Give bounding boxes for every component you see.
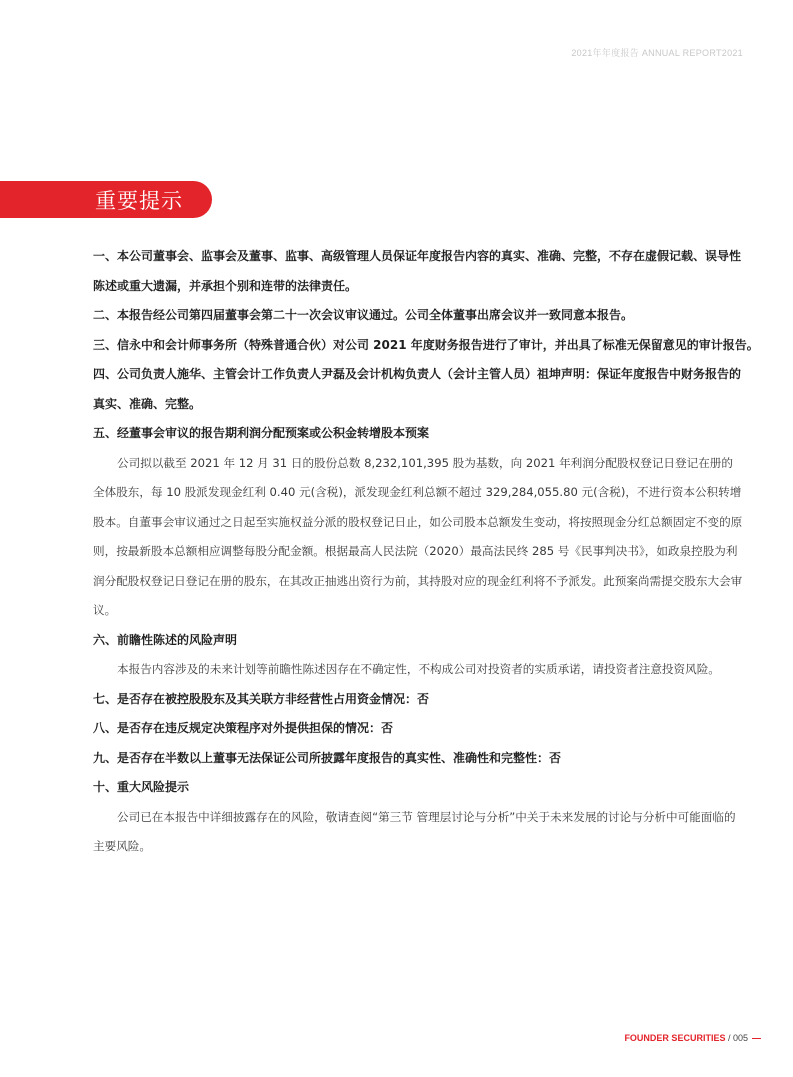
section-banner bbox=[0, 181, 212, 218]
item-6-heading: 六、前瞻性陈述的风险声明 bbox=[93, 632, 238, 647]
item-10-heading: 十、重大风险提示 bbox=[93, 780, 190, 794]
item-6-body: 本报告内容涉及的未来计划等前瞻性陈述因存在不确定性，不构成公司对投资者的实质承诺，请投资者注意投资风险。 bbox=[117, 662, 720, 676]
footer-brand: FOUNDER SECURITIES bbox=[624, 1033, 726, 1043]
item-2: 二、本报告经公司第四届董事会第二十一次会议审议通过。公司全体董事出席会议并一致同意本报告。 bbox=[93, 308, 634, 322]
section-title: 重要提示 bbox=[95, 189, 183, 213]
item-10-body: 公司已在本报告中详细披露存在的风险，敬请查阅“第三节 管理层讨论与分析”中关于未来发展的讨论与分析中可能面临的主要风险。 bbox=[93, 809, 736, 853]
notice-content bbox=[93, 242, 759, 862]
item-3: 三、信永中和会计师事务所（特殊普通合伙）对公司 2021 年度财务报告进行了审计，并出具了标准无保留意见的审计报告。 bbox=[93, 337, 759, 352]
item-5-heading: 五、经董事会审议的报告期利润分配预案或公积金转增股本预案 bbox=[93, 426, 430, 440]
page-number: 005 bbox=[732, 1033, 748, 1043]
footer-separator: / bbox=[725, 1033, 733, 1043]
page-footer bbox=[624, 1033, 761, 1043]
item-5-body: 公司拟以截至 2021 年 12 月 31 日的股份总数 8,232,101,395 股为基数，向 2021 年利润分配股权登记日登记在册的全体股东，每 10 股派发现金红利 0.40 元(含税)，派发现金红利总额不超过 329,284,055.80 元(含税)，不进行资本公积转增股本。自董事会审议通过之日起至实施权益分派的股权登记日止，如公司股本总额发生变动，将按照现金分红总额固定不变的原则，按最新股本总额相应调整每股分配金额。根据最高人民法院（2020）最高法民终 285 号《民事判决书》，如政泉控股为利润分配股权登记日登记在册的股东，在其改正抽逃出资行为前，其持股对应的现金红利将不予派发。此预案尚需提交股东大会审议。 bbox=[93, 455, 743, 617]
item-4: 四、公司负责人施华、主管会计工作负责人尹磊及会计机构负责人（会计主管人员）祖坤声明：保证年度报告中财务报告的真实、准确、完整。 bbox=[93, 367, 742, 411]
item-1: 一、本公司董事会、监事会及董事、监事、高级管理人员保证年度报告内容的真实、准确、完整，不存在虚假记载、误导性陈述或重大遗漏，并承担个别和连带的法律责任。 bbox=[93, 249, 742, 293]
item-9: 九、是否存在半数以上董事无法保证公司所披露年度报告的真实性、准确性和完整性：否 bbox=[93, 750, 562, 765]
running-header: 2021年年度报告 ANNUAL REPORT2021 bbox=[571, 48, 743, 58]
item-8: 八、是否存在违反规定决策程序对外提供担保的情况：否 bbox=[93, 721, 394, 735]
footer-dash-decoration bbox=[752, 1038, 761, 1040]
item-7: 七、是否存在被控股股东及其关联方非经营性占用资金情况：否 bbox=[93, 691, 430, 706]
